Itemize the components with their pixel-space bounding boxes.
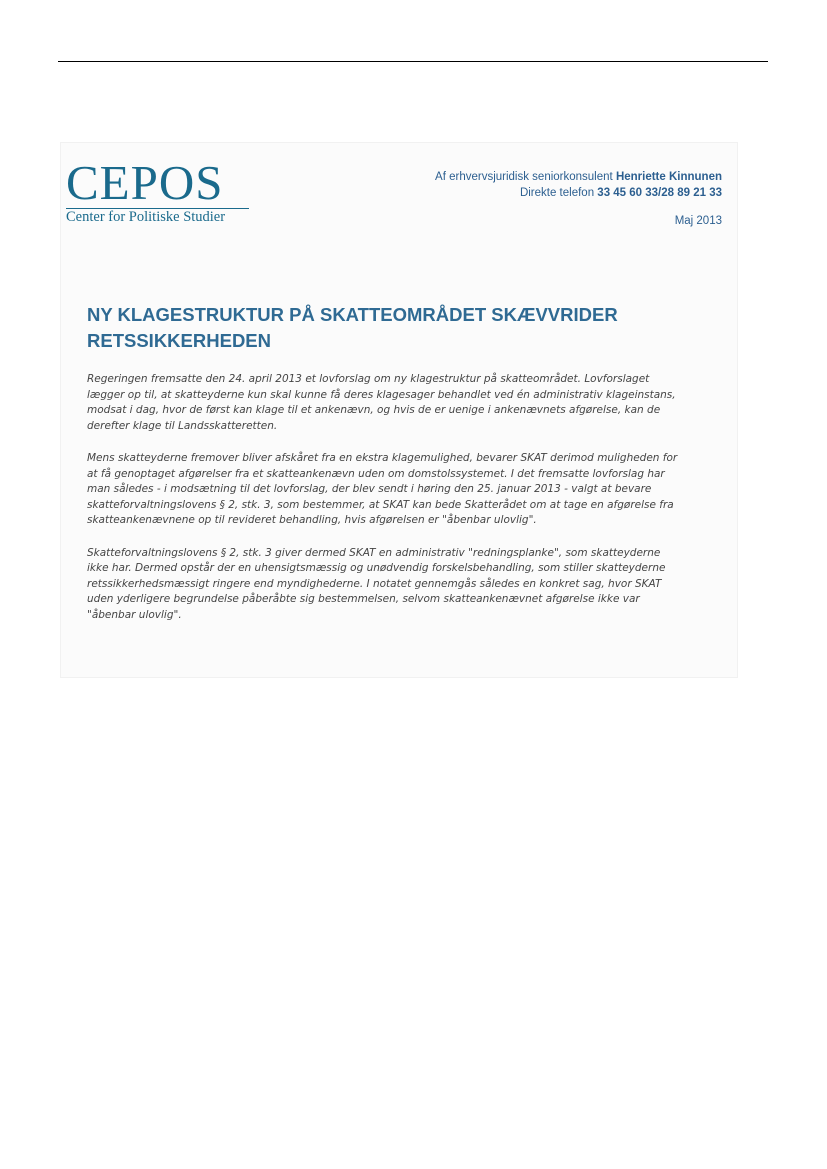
summary-paragraph: Skatteforvaltningslovens § 2, stk. 3 giver dermed SKAT en administrativ "redningsplanke", som skatteyderne ikke har. Dermed opstår der en uhensigtsmæssig og unødvendig forskelsbehandling, som stiller skatteyderne retssikkerhedsmæssigt ringere end myndighederne. I notatet gennemgås således en konkret sag, hvor SKAT uden yderligere begrundelse påberåbte sig bestemmelsen, selvom skatteankenævnet afgørelse ikke var "åbenbar ulovlig".	[87, 546, 666, 621]
cepos-logo	[66, 155, 266, 225]
document-cover-image	[60, 142, 738, 678]
phone-label: Direkte telefon	[519, 187, 595, 199]
phone-number: 33 45 60 33/28 89 21 33	[597, 187, 722, 199]
author-block	[435, 169, 722, 229]
summary-paragraph: Regeringen fremsatte den 24. april 2013 et lovforslag om ny klagestruktur på skatteområdet. Lovforslaget lægger op til, at skatteyderne kun skal kunne få deres klagesager behandlet ved én administrativ klageinstans, modsat i dag, hvor de først kan klage til et ankenævn, og hvis de er uenige i ankenævnets afgørelse, kan de derefter klage til Landsskatteretten.	[87, 373, 676, 432]
logo-wordmark: CEPOS	[66, 155, 224, 210]
summary-body	[87, 372, 682, 640]
logo-subtitle: Center for Politiske Studier	[66, 209, 226, 225]
author-role: Af erhvervsjuridisk seniorkonsulent	[435, 171, 613, 183]
summary-paragraph: Mens skatteyderne fremover bliver afskåret fra en ekstra klagemulighed, bevarer SKAT derimod muligheden for at få genoptaget afgørelser fra et skatteankenævn uden om domstolssystemet. I det fremsatte lovforslag har man således - i modsætning til det lovforslag, der blev sendt i høring den 25. januar 2013 - valgt at bevare skatteforvaltningslovens § 2, stk. 3, som bestemmer, at SKAT kan bede Skatterådet om at tage en afgørelse fra skatteankenævnene op til revideret behandling, hvis afgørelsen er "åbenbar ulovlig".	[87, 452, 678, 526]
phone-line	[435, 185, 722, 201]
headline-line-2: RETSSIKKERHEDEN	[87, 330, 271, 351]
document-headline	[87, 302, 687, 354]
author-name: Henriette Kinnunen	[615, 171, 722, 183]
author-line	[435, 169, 722, 185]
headline-line-1: NY KLAGESTRUKTUR PÅ SKATTEOMRÅDET SKÆVVRIDER	[87, 304, 618, 325]
header-rule	[58, 61, 768, 62]
publication-date: Maj 2013	[674, 215, 722, 227]
